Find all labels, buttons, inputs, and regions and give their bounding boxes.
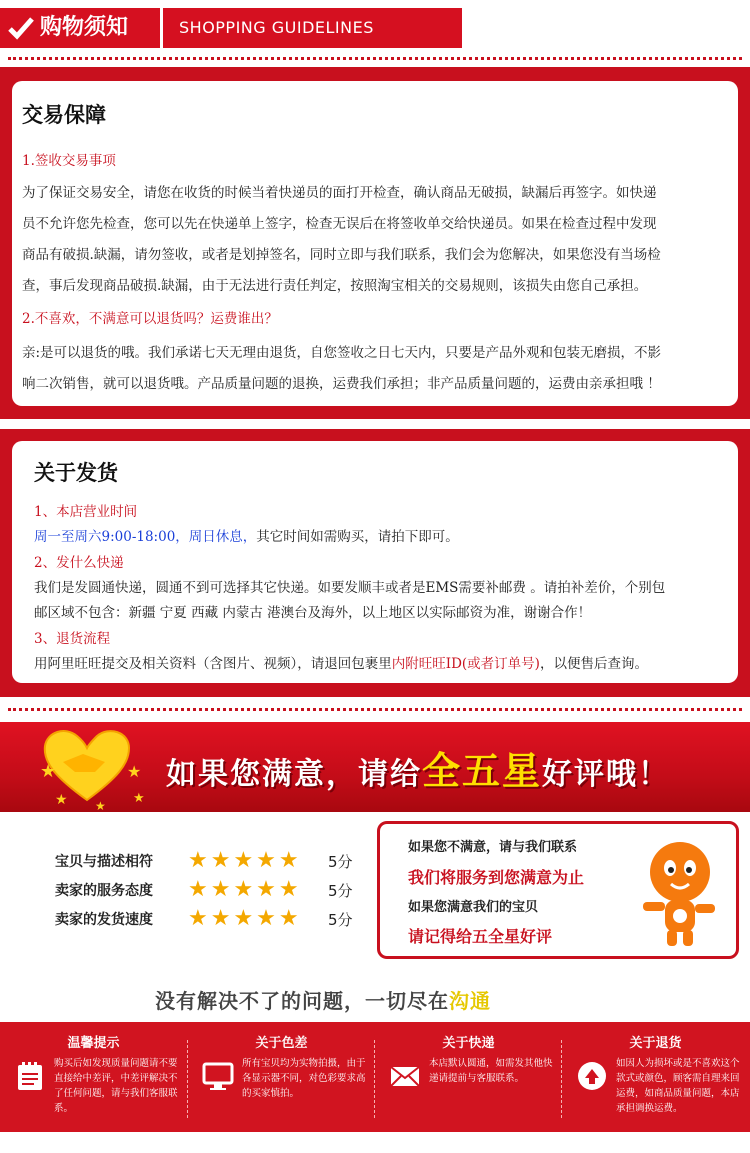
trade-s1-line: 为了保证交易安全，请您在收货的时候当着快递员的面打开检查，确认商品无破损，缺漏后再签字。如快递 [22, 185, 657, 201]
trade-s2-title: 2.不喜欢，不满意可以退货吗？运费谁出？ [22, 311, 278, 327]
footer-text: 本店默认圆通，如需发其他快递请提前与客服联系。 [429, 1058, 553, 1084]
rating-label: 卖家的发货速度 [55, 912, 153, 928]
notepad-icon [14, 1060, 46, 1092]
banner-slogan [166, 740, 670, 795]
slogan-pre: 如果您满意，请给 [166, 757, 422, 792]
review-banner [0, 722, 750, 812]
star-rating-icon: ★★★★★ [188, 848, 302, 873]
contact-box [377, 821, 739, 959]
footer-title: 关于快递 [442, 1036, 495, 1051]
header-title: 购物须知 [40, 15, 129, 40]
hours-sunday: 周日休息， [188, 529, 257, 545]
rating-label: 宝贝与描述相符 [55, 854, 153, 870]
shipping-s2-line: 我们是发圆通快递，圆通不到可选择其它快递。如要发顺丰或者是EMS需要补邮费 。请拍补差价，个别包 [34, 580, 666, 596]
trade-heading: 交易保障 [22, 103, 106, 127]
return-text-end: ，以便售后查询。 [539, 656, 648, 672]
slogan-highlight: 全五星 [422, 749, 543, 793]
trade-s1-line: 员不允许您先检查，您可以先在快递单上签字，检查无误后在将签收单交给快递员。如果在检查过程中发现 [22, 216, 657, 232]
divider [8, 708, 742, 711]
trade-s1-line: 查，事后发现商品破损.缺漏，由于无法进行责任判定，按照淘宝相关的交易规则，该损失由您自己承担。 [22, 278, 648, 294]
shipping-s2-title: 2、发什么快递 [34, 555, 124, 571]
header-tag [0, 8, 160, 48]
slogan-post: 好评哦！ [542, 757, 671, 792]
footer-color [188, 1022, 375, 1132]
rating-score: 5分 [328, 882, 353, 900]
footer-text: 购买后如发现质量问题请不要直接给中差评，中差评解决不了任何问题，请与我们客服联系。 [54, 1058, 178, 1114]
hours-weekday: 周一至周六9:00-18:00， [34, 529, 189, 545]
divider [8, 57, 742, 60]
contact-line: 我们将服务到您满意为止 [408, 868, 585, 887]
svg-text:★: ★ [40, 761, 57, 782]
return-text: 用阿里旺旺提交及相关资料（含图片、视频），请退回包裹里 [34, 656, 392, 672]
return-process [34, 652, 648, 672]
checkmark-icon [8, 16, 34, 40]
envelope-icon [389, 1060, 421, 1092]
return-icon [576, 1060, 608, 1092]
footer-title: 关于色差 [255, 1036, 308, 1051]
heart-handshake-icon [35, 722, 165, 812]
contact-line: 请记得给五全星好评 [408, 927, 553, 946]
star-rating-icon: ★★★★★ [188, 906, 302, 931]
section-header [0, 8, 462, 48]
svg-text:★: ★ [55, 792, 68, 808]
return-id-note: 内附旺旺ID(或者订单号) [391, 656, 540, 672]
footer-tip [0, 1022, 187, 1132]
star-rating-icon: ★★★★★ [188, 877, 302, 902]
contact-line: 如果您满意我们的宝贝 [408, 900, 539, 915]
footer-title: 关于退货 [629, 1036, 682, 1051]
svg-text:★: ★ [95, 799, 106, 812]
title-highlight: 沟通 [449, 989, 491, 1013]
hours-note: 其它时间如需购买，请拍下即可。 [256, 529, 459, 545]
trade-s1-title: 1.签收交易事项 [22, 153, 116, 169]
business-hours [34, 525, 459, 545]
footer-return [562, 1022, 749, 1132]
policy-footer [0, 1022, 750, 1132]
trade-panel [0, 67, 750, 419]
monitor-icon [202, 1060, 234, 1092]
rating-label: 卖家的服务态度 [55, 883, 153, 899]
title-text: 没有解决不了的问题，一切尽在 [155, 989, 449, 1013]
footer-express [375, 1022, 562, 1132]
footer-text: 如因人为损坏或是不喜欢这个款式或颜色，顾客需自理来回运费，如商品质量问题，本店承担调换运费。 [616, 1058, 740, 1114]
trade-s1-line: 商品有破损.缺漏，请勿签收，或者是划掉签名，同时立即与我们联系，我们会为您解决，如果您没有当场检 [22, 247, 661, 263]
trade-s2-line: 亲:是可以退货的哦。我们承诺七天无理由退货，自您签收之日七天内，只要是产品外观和包装无磨损，不影 [22, 345, 662, 361]
svg-text:★: ★ [133, 791, 145, 806]
mascot-icon [635, 832, 725, 952]
trade-s2-line: 响二次销售，就可以退货哦。产品质量问题的退换，运费我们承担；非产品质量问题的，运费由亲承担哦 ！ [22, 376, 661, 392]
shipping-panel [0, 429, 750, 697]
shipping-heading: 关于发货 [34, 461, 118, 485]
shipping-card [12, 441, 738, 683]
trade-card [12, 81, 738, 406]
shipping-s1-title: 1、本店营业时间 [34, 504, 138, 520]
rating-score: 5分 [328, 853, 353, 871]
footer-text: 所有宝贝均为实物拍摄，由于各显示器不同，对色彩要求高的买家慎拍。 [242, 1058, 366, 1099]
shipping-s3-title: 3、退货流程 [34, 631, 111, 647]
svg-text:★: ★ [127, 762, 142, 781]
communication-title [155, 985, 491, 1014]
shipping-s2-line: 邮区域不包含：新疆 宁夏 西藏 内蒙古 港澳台及海外，以上地区以实际邮资为准，谢谢合作！ [34, 605, 592, 621]
header-subtitle: SHOPPING GUIDELINES [163, 8, 462, 48]
contact-line: 如果您不满意，请与我们联系 [408, 840, 578, 855]
rating-score: 5分 [328, 911, 353, 929]
footer-title: 温馨提示 [67, 1036, 120, 1051]
